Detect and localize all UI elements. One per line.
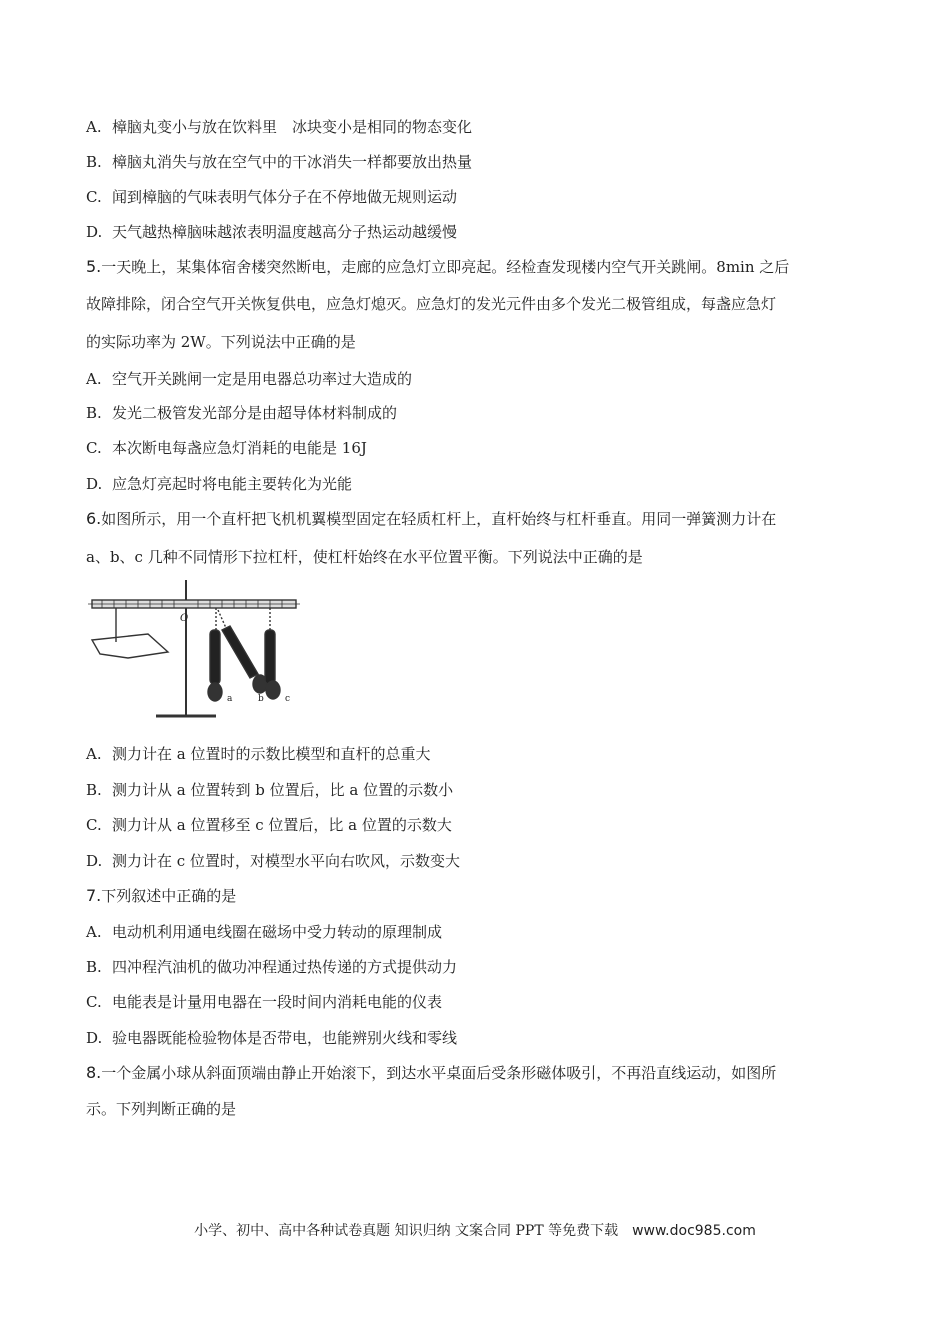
q7-option-a: A. 电动机利用通电线圈在磁场中受力转动的原理制成 <box>86 923 443 941</box>
q6-stem-line-1: 6.如图所示，用一个直杆把飞机机翼模型固定在轻质杠杆上，直杆始终与杠杆垂直。用同一弹簧测力计在 <box>86 509 777 528</box>
lever-figure <box>88 578 306 724</box>
spring-scale-b <box>222 626 258 678</box>
q4-option-b: B. 樟脑丸消失与放在空气中的干冰消失一样都要放出热量 <box>86 153 473 171</box>
label-c: c <box>285 694 291 704</box>
pivot-label: O <box>180 613 189 624</box>
spring-scale-a <box>210 630 220 684</box>
q5-stem-line-2: 故障排除，闭合空气开关恢复供电，应急灯熄灭。应急灯的发光元件由多个发光二极管组成，每盏应急灯 <box>86 295 777 313</box>
q6-stem-line-2: a、b、c 几种不同情形下拉杠杆，使杠杆始终在水平位置平衡。下列说法中正确的是 <box>86 548 643 566</box>
q8-stem-line-1: 8.一个金属小球从斜面顶端由静止开始滚下，到达水平桌面后受条形磁体吸引，不再沿直线运动，如图所 <box>86 1063 777 1082</box>
q6-option-c: C. 测力计从 a 位置移至 c 位置后，比 a 位置的示数大 <box>86 816 452 834</box>
q7-stem: 7.下列叙述中正确的是 <box>86 886 237 905</box>
q5-stem-line-1: 5.一天晚上，某集体宿舍楼突然断电，走廊的应急灯立即亮起。经检查发现楼内空气开关跳闸。8min 之后 <box>86 257 790 276</box>
q8-stem-line-2: 示。下列判断正确的是 <box>86 1100 237 1118</box>
q5-option-c: C. 本次断电每盏应急灯消耗的电能是 16J <box>86 439 367 457</box>
q7-option-b: B. 四冲程汽油机的做功冲程通过热传递的方式提供动力 <box>86 958 458 976</box>
footer-text: 小学、初中、高中各种试卷真题 知识归纳 文案合同 PPT 等免费下载 <box>194 1223 619 1239</box>
spring-scale-c <box>265 630 275 684</box>
q4-option-d: D. 天气越热樟脑味越浓表明温度越高分子热运动越缓慢 <box>86 223 458 241</box>
q6-option-b: B. 测力计从 a 位置转到 b 位置后，比 a 位置的示数小 <box>86 781 454 799</box>
q5-option-b: B. 发光二极管发光部分是由超导体材料制成的 <box>86 404 398 422</box>
page-footer <box>0 1220 950 1240</box>
q7-option-d: D. 验电器既能检验物体是否带电，也能辨别火线和零线 <box>86 1029 458 1047</box>
q6-option-a: A. 测力计在 a 位置时的示数比模型和直杆的总重大 <box>86 745 431 763</box>
q4-option-a: A. 樟脑丸变小与放在饮料里 冰块变小是相同的物态变化 <box>86 118 473 136</box>
label-a: a <box>227 694 233 704</box>
q6-option-d: D. 测力计在 c 位置时，对模型水平向右吹风，示数变大 <box>86 852 460 870</box>
wing-model <box>92 634 168 658</box>
q5-stem-line-3: 的实际功率为 2W。下列说法中正确的是 <box>86 333 356 351</box>
q7-option-c: C. 电能表是计量用电器在一段时间内消耗电能的仪表 <box>86 993 443 1011</box>
q5-option-d: D. 应急灯亮起时将电能主要转化为光能 <box>86 475 353 493</box>
footer-site-link[interactable]: www.doc985.com <box>632 1223 756 1239</box>
q4-option-c: C. 闻到樟脑的气味表明气体分子在不停地做无规则运动 <box>86 188 458 206</box>
q5-option-a: A. 空气开关跳闸一定是用电器总功率过大造成的 <box>86 370 413 388</box>
label-b: b <box>258 694 264 704</box>
